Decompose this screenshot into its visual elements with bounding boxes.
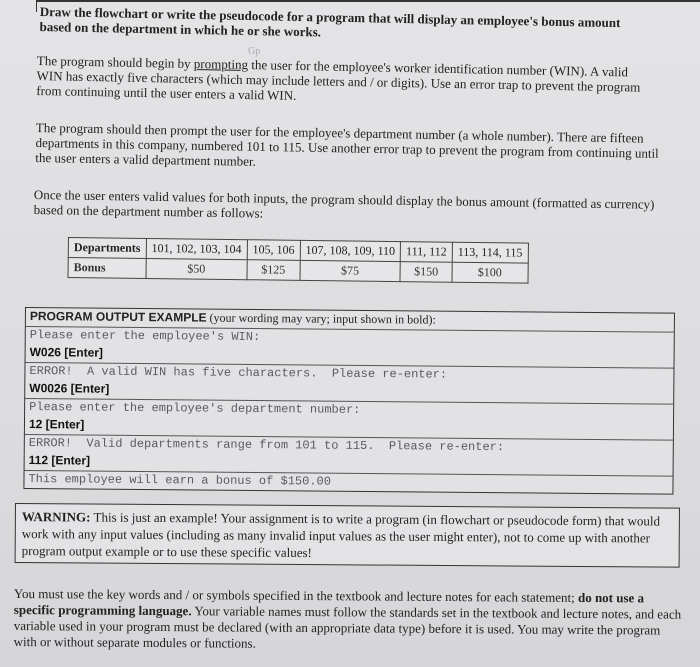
output-line: ERROR! Valid departments range from 101 to 115. Please re-enter: — [25, 434, 673, 457]
win-text-underlined: prompting — [193, 56, 249, 73]
department-paragraph: The program should then prompt the user for the employee's department number (a whole number). There are fifteen departments in this company, numbered 101 to 115. Use another error trap to prevent the program from continuing until the user enters a valid department number. — [35, 120, 659, 169]
page-border-top — [36, 0, 700, 2]
output-line: Please enter the employee's department number: — [25, 398, 673, 421]
program-output-example — [23, 307, 675, 495]
dept-cell: 107, 108, 109, 110 — [300, 240, 401, 261]
output-line: ERROR! A valid WIN has five characters. Please re-enter: — [25, 362, 673, 385]
dept-cell: 113, 114, 115 — [452, 242, 528, 263]
warning-label: WARNING: — [21, 509, 91, 525]
dept-cell: 111, 112 — [400, 242, 452, 263]
requirements-text-before: You must use the key words and / or symbols specified in the textbook and lecture notes for each statement; — [13, 586, 579, 605]
bonus-cell: $125 — [247, 260, 300, 281]
bonus-paragraph: Once the user enters valid values for both inputs, the program should display the bonus amount (formatted as currency) based on the department number as follows: — [33, 187, 655, 221]
output-line: This employee will earn a bonus of $150.00 — [24, 470, 672, 493]
output-input-line: W0026 [Enter] — [29, 381, 110, 396]
bonus-table — [67, 237, 528, 284]
requirements-paragraph — [14, 586, 684, 655]
departments-header: Departments — [68, 238, 146, 259]
requirements-text-after: Your variable names must follow the standards set in the textbook and lecture notes, and each variable used in your program must be declared (with an appropriate data type) before it is used. You may write the program with or without separate modules or functions. — [13, 603, 682, 651]
output-input-line: W026 [Enter] — [29, 345, 104, 360]
warning-text: This is just an example! Your assignment is to write a program (in flowchart or pseudocode form) that would work with any input values (including as many invalid input values as the user might enter), not to come up with another program output example or to use these specific values! — [21, 509, 661, 561]
output-title-bold: PROGRAM OUTPUT EXAMPLE — [29, 309, 207, 325]
win-text-before: The program should begin by — [36, 53, 195, 72]
requirements-text-bold: do not use a specific programming language. — [13, 589, 645, 619]
bonus-cell: $100 — [452, 262, 528, 283]
intro-paragraph — [39, 4, 654, 46]
win-paragraph — [36, 53, 657, 110]
dept-cell: 101, 102, 103, 104 — [146, 238, 247, 259]
bonus-cell: $150 — [400, 262, 452, 283]
win-text-after: the user for the employee's worker identification number (WIN). A valid WIN has exactly five characters (which may include letters and / or digits). Use an error trap to prevent the program from continuing until the user enters a valid WIN. — [36, 57, 641, 103]
bonus-header: Bonus — [68, 258, 146, 279]
dept-cell: 105, 106 — [247, 240, 300, 261]
output-title-rest: (your wording may vary; input shown in bold): — [206, 310, 436, 327]
output-line: Please enter the employee's WIN: — [26, 326, 674, 349]
warning-box — [15, 503, 680, 568]
bonus-cell: $50 — [146, 258, 247, 279]
output-input-line: 12 [Enter] — [28, 417, 85, 432]
output-input-line: 112 [Enter] — [28, 453, 91, 468]
margin-mark: Gp — [248, 46, 261, 57]
bonus-cell: $75 — [300, 260, 401, 281]
page-border-left — [36, 0, 37, 12]
intro-text: Draw the flowchart or write the pseudocode for a program that will display an employee's bonus amount based on the department in which he or she works. — [39, 4, 621, 40]
bonus-row — [68, 258, 528, 284]
